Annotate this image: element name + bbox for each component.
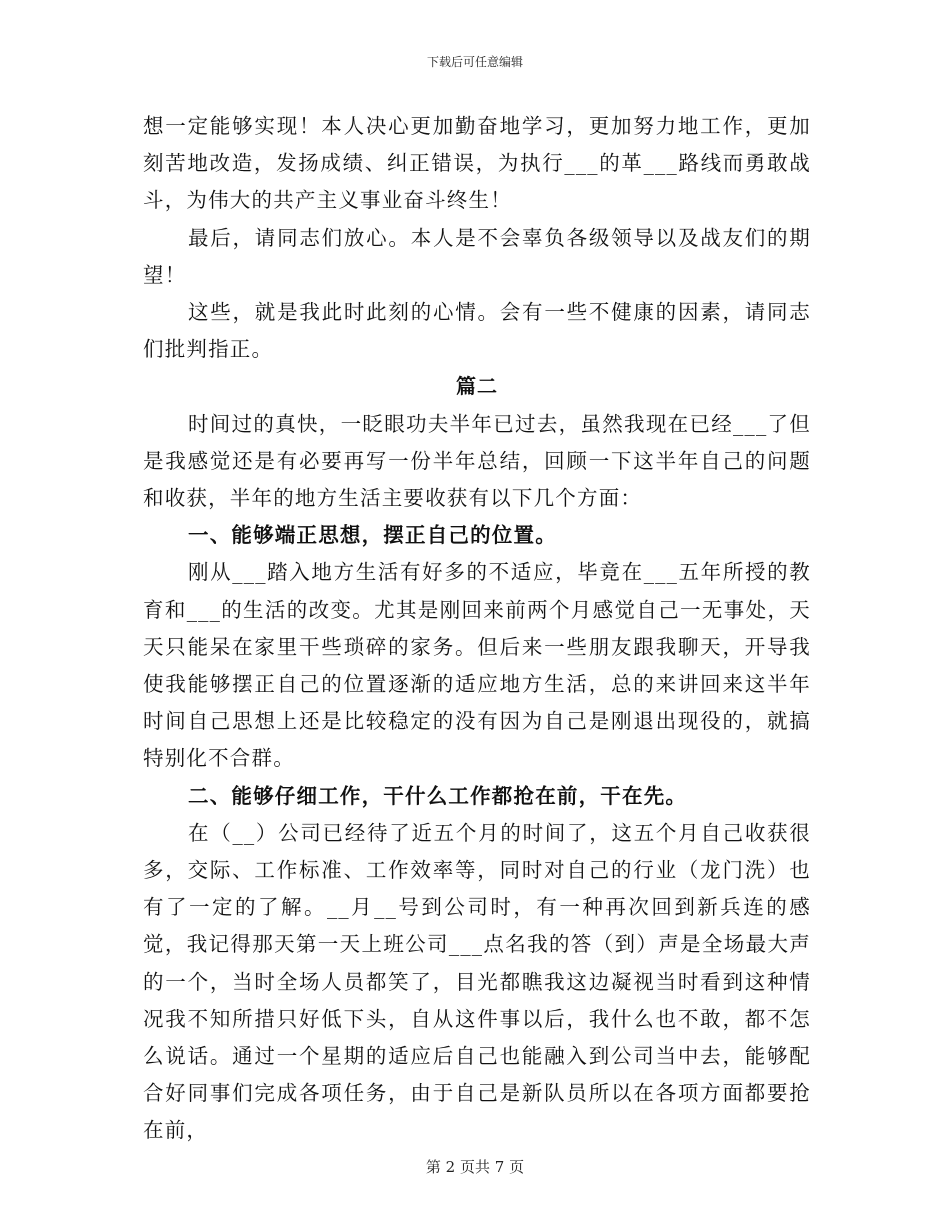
paragraph-intro: 时间过的真快，一眨眼功夫半年已过去，虽然我现在已经___了但是我感觉还是有必要再写一份半年总结，回顾一下这半年自己的问题和收获，半年的地方生活主要收获有以下几个方面： [143, 411, 811, 511]
section-title: 篇二 [456, 374, 498, 399]
header-note: 下载后可任意编辑 [426, 55, 523, 69]
page-number: 第 2 页共 7 页 [425, 1158, 525, 1176]
paragraph-section-two: 在（__）公司已经待了近五个月的时间了，这五个月自己收获很多，交际、工作标准、工作效率等，同时对自己的行业（龙门洗）也有了一定的了解。__月__号到公司时，有一种再次回到新兵连的感觉，我记得那天第一天上班公司___点名我的答（到）声是全场最大声的一个，当时全场人员都笑了，目光都瞧我这边凝视当时看到这种情况我不知所措只好低下头，自从这件事以后，我什么也不敢，都不怎么说话。通过一个星期的适应后自己也能融入到公司当中去，能够配合好同事们完成各项任务，由于自己是新队员所以在各项方面都要抢在前， [143, 820, 811, 1143]
heading-one: 一、能够端正思想，摆正自己的位置。 [188, 523, 557, 548]
paragraph-continuation: 想一定能够实现！本人决心更加勤奋地学习，更加努力地工作，更加刻苦地改造，发扬成绩、纠正错误，为执行___的革___路线而勇敢战斗，为伟大的共产主义事业奋斗终生！ [143, 114, 811, 213]
paragraph-feelings: 这些，就是我此时此刻的心情。会有一些不健康的因素，请同志们批判指正。 [143, 300, 811, 362]
heading-two: 二、能够仔细工作，干什么工作都抢在前，干在先。 [188, 783, 688, 808]
paragraph-closing: 最后，请同志们放心。本人是不会辜负各级领导以及战友们的期望！ [143, 225, 811, 287]
paragraph-section-one: 刚从___踏入地方生活有好多的不适应，毕竟在___五年所授的教育和___的生活的改变。尤其是刚回来前两个月感觉自己一无事处，天天只能呆在家里干些琐碎的家务。但后来一些朋友跟我聊天，开导我使我能够摆正自己的位置逐渐的适应地方生活，总的来讲回来这半年时间自己思想上还是比较稳定的没有因为自己是刚退出现役的，就搞特别化不合群。 [143, 560, 811, 771]
document-body [143, 108, 811, 1150]
